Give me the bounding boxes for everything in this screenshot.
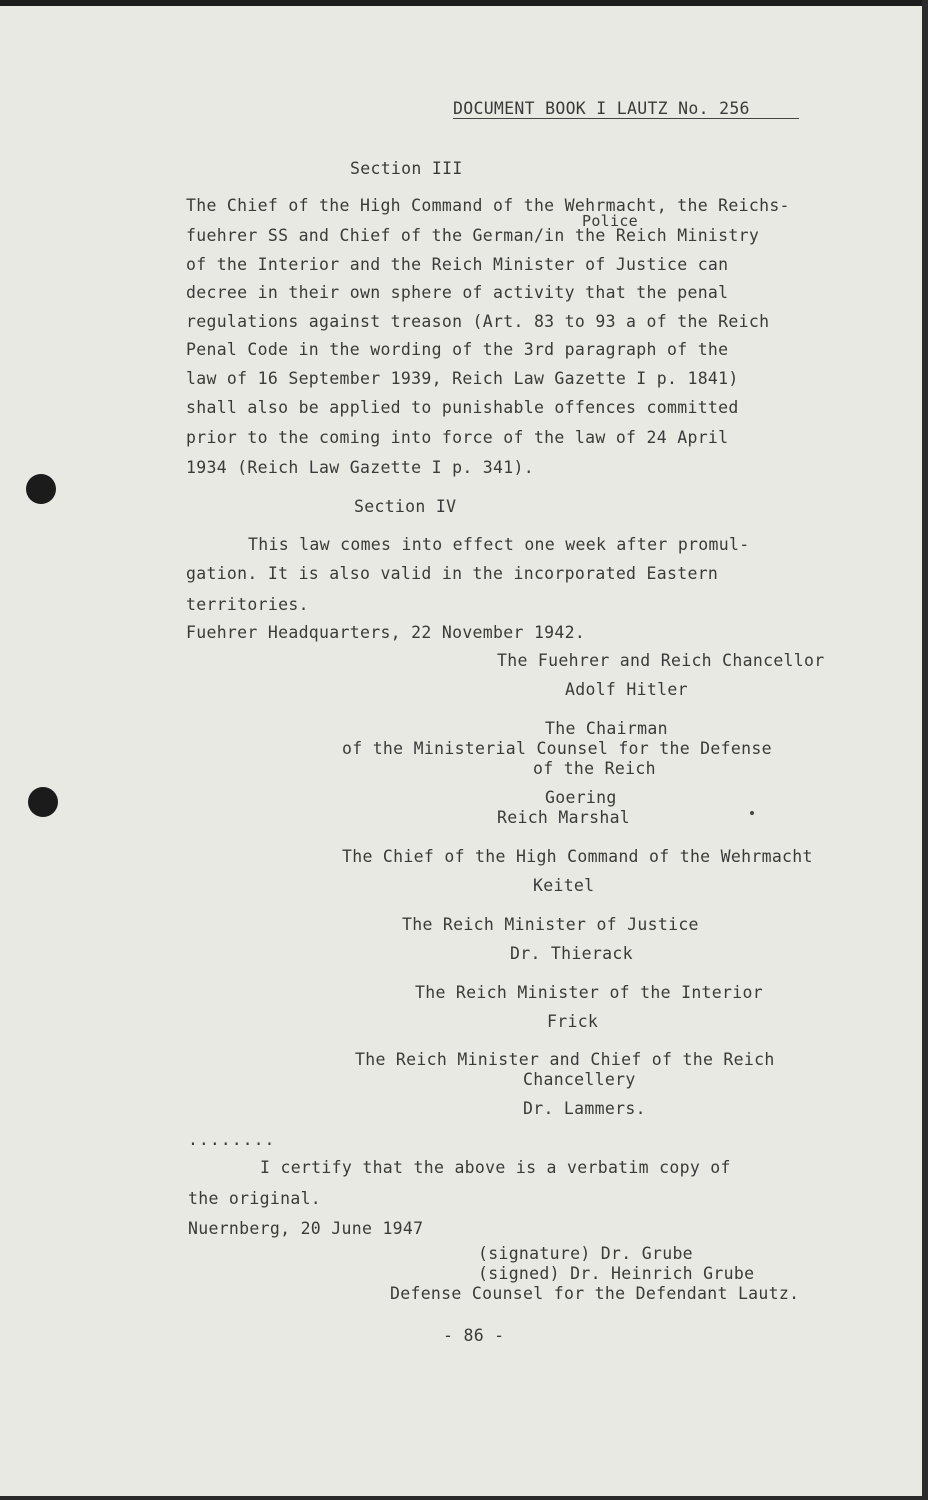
separator-dots: ........ [188,1130,276,1149]
certification-line: the original. [188,1189,322,1208]
signatory-title: The Reich Minister and Chief of the Reich [355,1050,775,1069]
signatory-title: Chancellery [523,1070,636,1089]
section-3-insertion: Police [582,212,638,230]
signatory-title: The Reich Minister of Justice [402,915,699,934]
punch-hole-lower [28,787,58,817]
certification-signature: (signature) Dr. Grube [478,1244,693,1263]
section-3-line: Penal Code in the wording of the 3rd paragraph of the [186,340,729,359]
punch-hole-upper [26,474,56,504]
signatory-name: Adolf Hitler [565,680,688,699]
signatory-name: Goering [545,788,617,807]
section-3-line: shall also be applied to punishable offences committed [186,398,739,417]
signatory-rank: Reich Marshal [497,808,631,827]
certification-place-date: Nuernberg, 20 June 1947 [188,1219,424,1238]
section-4-line: gation. It is also valid in the incorporated Eastern [186,564,719,583]
section-3-line: fuehrer SS and Chief of the German/in the Reich Ministry [186,226,760,245]
signatory-title: The Chairman [545,719,668,738]
signatory-title: The Chief of the High Command of the Wehrmacht [342,847,813,866]
scan-right-edge [922,0,928,1500]
scan-top-edge [0,0,928,6]
section-3-line: of the Interior and the Reich Minister of Justice can [186,255,729,274]
ink-speck [750,811,754,815]
signatory-name: Keitel [533,876,595,895]
section-3-line: 1934 (Reich Law Gazette I p. 341). [186,458,534,477]
section-3-line: regulations against treason (Art. 83 to 93 a of the Reich [186,312,770,331]
signatory-name: Dr. Lammers. [523,1099,646,1118]
section-4-line: territories. [186,595,309,614]
page-number: - 86 - [443,1326,505,1345]
certification-line: I certify that the above is a verbatim copy of [260,1158,731,1177]
signatory-name: Frick [547,1012,599,1031]
signatory-name: Dr. Thierack [510,944,633,963]
section-4-line: Fuehrer Headquarters, 22 November 1942. [186,623,586,642]
signatory-title: of the Reich [533,759,656,778]
section-3-line: prior to the coming into force of the law of 24 April [186,428,729,447]
signatory-title: of the Ministerial Counsel for the Defense [342,739,772,758]
header-underline [453,118,799,119]
section-3-line: The Chief of the High Command of the Wehrmacht, the Reichs- [186,196,790,215]
document-reference: DOCUMENT BOOK I LAUTZ No. 256 [453,99,750,118]
scan-bottom-edge [0,1496,928,1500]
certification-role: Defense Counsel for the Defendant Lautz. [390,1284,800,1303]
certification-signature: (signed) Dr. Heinrich Grube [478,1264,755,1283]
section-4-heading: Section IV [354,497,457,516]
signatory-title: The Reich Minister of the Interior [415,983,763,1002]
signatory-title: The Fuehrer and Reich Chancellor [497,651,825,670]
section-3-line: law of 16 September 1939, Reich Law Gazette I p. 1841) [186,369,739,388]
section-3-line: decree in their own sphere of activity that the penal [186,283,729,302]
section-4-line: This law comes into effect one week after promul- [248,535,750,554]
section-3-heading: Section III [350,159,463,178]
